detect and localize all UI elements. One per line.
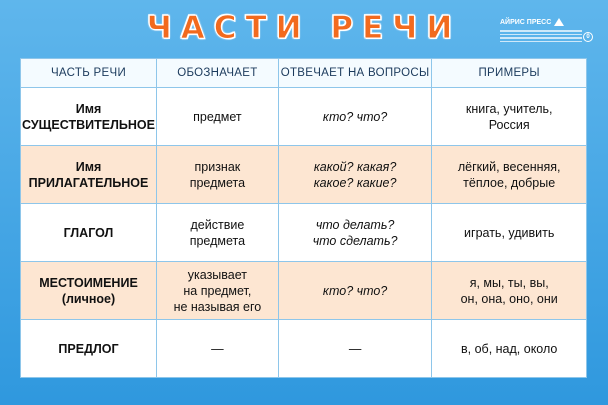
part-cell: МЕСТОИМЕНИЕ (личное) <box>21 262 157 320</box>
header-means: ОБОЗНАЧАЕТ <box>156 59 278 88</box>
header-examples: ПРИМЕРЫ <box>432 59 587 88</box>
age-rating-icon: 0 <box>583 32 593 42</box>
triangle-logo-icon <box>554 18 564 26</box>
table-header-row <box>21 59 587 88</box>
fine-print-lines <box>500 30 582 44</box>
part-cell: ГЛАГОЛ <box>21 204 157 262</box>
questions-cell: — <box>278 320 432 378</box>
examples-cell: играть, удивить <box>432 204 587 262</box>
examples-cell: я, мы, ты, вы, он, она, оно, они <box>432 262 587 320</box>
examples-cell: книга, учитель, Россия <box>432 88 587 146</box>
table-row <box>21 320 587 378</box>
examples-cell: лёгкий, весенняя, тёплое, добрые <box>432 146 587 204</box>
means-cell: действие предмета <box>156 204 278 262</box>
page-title: ЧАСТИ РЕЧИ <box>146 10 462 46</box>
questions-cell: кто? что? <box>278 262 432 320</box>
means-cell: указывает на предмет, не называя его <box>156 262 278 320</box>
publisher-name: АЙРИС ПРЕСС <box>500 18 552 26</box>
questions-cell: какой? какая? какое? какие? <box>278 146 432 204</box>
header-part-of-speech: ЧАСТЬ РЕЧИ <box>21 59 157 88</box>
part-cell: ПРЕДЛОГ <box>21 320 157 378</box>
part-cell: Имя СУЩЕСТВИТЕЛЬНОЕ <box>21 88 157 146</box>
means-cell: — <box>156 320 278 378</box>
examples-cell: в, об, над, около <box>432 320 587 378</box>
header-questions: ОТВЕЧАЕТ НА ВОПРОСЫ <box>278 59 432 88</box>
means-cell: предмет <box>156 88 278 146</box>
table-row <box>21 88 587 146</box>
table-row <box>21 262 587 320</box>
table-row <box>21 204 587 262</box>
questions-cell: кто? что? <box>278 88 432 146</box>
parts-of-speech-table <box>20 58 587 378</box>
means-cell: признак предмета <box>156 146 278 204</box>
questions-cell: что делать? что сделать? <box>278 204 432 262</box>
part-cell: Имя ПРИЛАГАТЕЛЬНОЕ <box>21 146 157 204</box>
publisher-logo <box>500 18 600 26</box>
table-row <box>21 146 587 204</box>
